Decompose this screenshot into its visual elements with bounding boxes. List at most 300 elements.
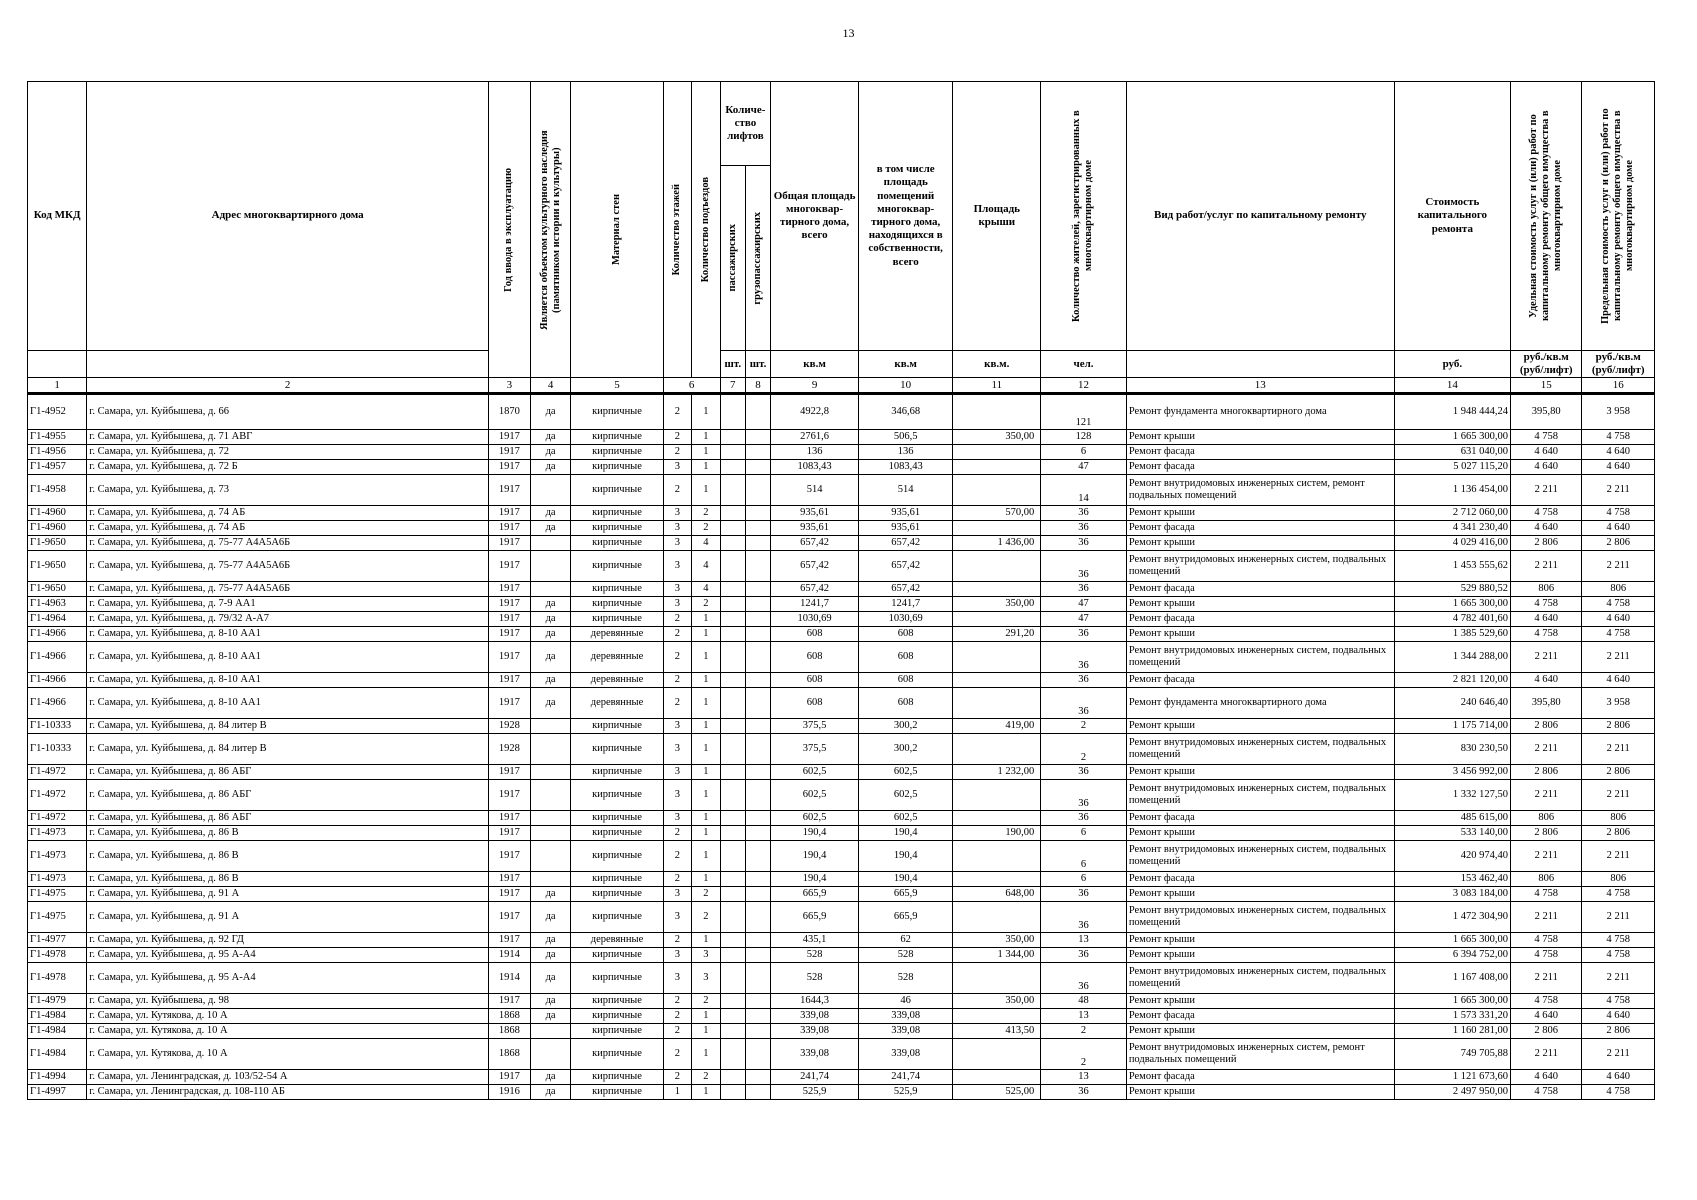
cell-passenger-elevators (720, 536, 745, 551)
cell-residents: 13 (1041, 933, 1127, 948)
cell-freight-elevators (745, 394, 770, 430)
cell-cost: 240 646,40 (1394, 688, 1510, 719)
cell-limit-cost: 2 806 (1582, 826, 1655, 841)
cell-entrances: 1 (692, 1024, 721, 1039)
cell-entrances: 4 (692, 551, 721, 582)
cell-unit-cost: 2 211 (1511, 902, 1582, 933)
cell-code: Г1-4973 (28, 841, 87, 872)
header-code: Код МКД (28, 82, 87, 351)
table-row (28, 826, 1655, 841)
column-numbers-row (28, 378, 1655, 394)
cell-floors: 2 (663, 994, 692, 1009)
cell-total-area: 528 (771, 948, 859, 963)
cell-passenger-elevators (720, 582, 745, 597)
cell-roof-area (953, 642, 1041, 673)
cell-heritage: да (530, 1070, 571, 1085)
cell-entrances: 1 (692, 430, 721, 445)
cell-passenger-elevators (720, 551, 745, 582)
repair-table-container (27, 81, 1655, 1100)
cell-residents: 36 (1041, 887, 1127, 902)
cell-year: 1917 (489, 841, 531, 872)
cell-cost: 1 385 529,60 (1394, 627, 1510, 642)
cell-roof-area (953, 780, 1041, 811)
cell-residents: 36 (1041, 811, 1127, 826)
table-row (28, 430, 1655, 445)
cell-residents: 36 (1041, 1085, 1127, 1100)
cell-limit-cost: 2 211 (1582, 642, 1655, 673)
cell-residents: 47 (1041, 460, 1127, 475)
cell-floors: 2 (663, 841, 692, 872)
cell-work-type: Ремонт фасада (1126, 612, 1394, 627)
cell-freight-elevators (745, 841, 770, 872)
cell-owned-area: 602,5 (858, 765, 952, 780)
cell-year: 1917 (489, 902, 531, 933)
cell-total-area: 608 (771, 642, 859, 673)
cell-unit-cost: 2 211 (1511, 734, 1582, 765)
cell-total-area: 665,9 (771, 902, 859, 933)
cell-unit-cost: 806 (1511, 872, 1582, 887)
cell-cost: 153 462,40 (1394, 872, 1510, 887)
cell-owned-area: 657,42 (858, 582, 952, 597)
cell-cost: 1 665 300,00 (1394, 933, 1510, 948)
cell-passenger-elevators (720, 841, 745, 872)
cell-freight-elevators (745, 780, 770, 811)
cell-freight-elevators (745, 627, 770, 642)
cell-floors: 3 (663, 734, 692, 765)
cell-heritage (530, 475, 571, 506)
column-number: 7 (720, 378, 745, 394)
cell-heritage: да (530, 612, 571, 627)
cell-code: Г1-4978 (28, 963, 87, 994)
cell-year: 1917 (489, 811, 531, 826)
unit-address (87, 351, 489, 378)
cell-address: г. Самара, ул. Куйбышева, д. 79/32 А-А7 (87, 612, 489, 627)
cell-owned-area: 935,61 (858, 521, 952, 536)
cell-wall-material: кирпичные (571, 811, 663, 826)
cell-limit-cost: 2 211 (1582, 1039, 1655, 1070)
column-number: 16 (1582, 378, 1655, 394)
cell-heritage: да (530, 1009, 571, 1024)
cell-owned-area: 300,2 (858, 719, 952, 734)
cell-roof-area (953, 521, 1041, 536)
cell-owned-area: 1241,7 (858, 597, 952, 612)
header-freight-elevators: грузопассажирских (745, 165, 770, 350)
cell-passenger-elevators (720, 445, 745, 460)
header-wall-material: Материал стен (571, 82, 663, 378)
cell-limit-cost: 4 758 (1582, 627, 1655, 642)
cell-year: 1868 (489, 1039, 531, 1070)
cell-limit-cost: 4 640 (1582, 673, 1655, 688)
cell-freight-elevators (745, 673, 770, 688)
cell-total-area: 1083,43 (771, 460, 859, 475)
cell-total-area: 2761,6 (771, 430, 859, 445)
cell-owned-area: 190,4 (858, 826, 952, 841)
cell-floors: 2 (663, 627, 692, 642)
cell-heritage: да (530, 902, 571, 933)
cell-cost: 1 175 714,00 (1394, 719, 1510, 734)
header-year: Год ввода в эксплуатацию (489, 82, 531, 378)
cell-address: г. Самара, ул. Куйбышева, д. 7-9 АА1 (87, 597, 489, 612)
cell-passenger-elevators (720, 673, 745, 688)
cell-freight-elevators (745, 902, 770, 933)
cell-code: Г1-4966 (28, 673, 87, 688)
cell-passenger-elevators (720, 430, 745, 445)
cell-wall-material: кирпичные (571, 597, 663, 612)
cell-code: Г1-4977 (28, 933, 87, 948)
table-row (28, 933, 1655, 948)
cell-wall-material: кирпичные (571, 719, 663, 734)
cell-code: Г1-4973 (28, 872, 87, 887)
cell-code: Г1-4975 (28, 902, 87, 933)
cell-code: Г1-4984 (28, 1024, 87, 1039)
cell-total-area: 339,08 (771, 1039, 859, 1070)
cell-limit-cost: 2 211 (1582, 734, 1655, 765)
cell-owned-area: 62 (858, 933, 952, 948)
cell-limit-cost: 4 758 (1582, 1085, 1655, 1100)
cell-cost: 1 136 454,00 (1394, 475, 1510, 506)
header-passenger-elevators: пассажирских (720, 165, 745, 350)
cell-year: 1917 (489, 506, 531, 521)
cell-owned-area: 1083,43 (858, 460, 952, 475)
cell-heritage: да (530, 445, 571, 460)
cell-code: Г1-9650 (28, 536, 87, 551)
cell-wall-material: кирпичные (571, 394, 663, 430)
cell-passenger-elevators (720, 475, 745, 506)
cell-work-type: Ремонт внутридомовых инженерных систем, подвальных помещений (1126, 734, 1394, 765)
cell-year: 1914 (489, 948, 531, 963)
cell-code: Г1-4972 (28, 811, 87, 826)
cell-limit-cost: 2 806 (1582, 536, 1655, 551)
cell-roof-area (953, 582, 1041, 597)
column-number: 2 (87, 378, 489, 394)
cell-code: Г1-4964 (28, 612, 87, 627)
cell-cost: 420 974,40 (1394, 841, 1510, 872)
cell-floors: 3 (663, 963, 692, 994)
cell-year: 1917 (489, 612, 531, 627)
cell-wall-material: кирпичные (571, 582, 663, 597)
cell-code: Г1-4958 (28, 475, 87, 506)
cell-unit-cost: 2 806 (1511, 765, 1582, 780)
cell-code: Г1-4975 (28, 887, 87, 902)
cell-owned-area: 241,74 (858, 1070, 952, 1085)
cell-cost: 1 453 555,62 (1394, 551, 1510, 582)
cell-residents: 6 (1041, 445, 1127, 460)
cell-freight-elevators (745, 719, 770, 734)
cell-year: 1914 (489, 963, 531, 994)
cell-address: г. Самара, ул. Куйбышева, д. 86 В (87, 826, 489, 841)
header-total-area: Общая площадь многоквар-тирного дома, всего (771, 82, 859, 351)
cell-passenger-elevators (720, 734, 745, 765)
cell-passenger-elevators (720, 394, 745, 430)
table-row (28, 475, 1655, 506)
cell-residents: 36 (1041, 506, 1127, 521)
header-address: Адрес многоквартирного дома (87, 82, 489, 351)
cell-heritage: да (530, 1085, 571, 1100)
cell-wall-material: кирпичные (571, 475, 663, 506)
cell-cost: 533 140,00 (1394, 826, 1510, 841)
table-row (28, 642, 1655, 673)
column-number: 15 (1511, 378, 1582, 394)
header-heritage: Является объектом культурного наследия (памятником истории и культуры) (530, 82, 571, 378)
cell-floors: 3 (663, 460, 692, 475)
cell-code: Г1-4972 (28, 765, 87, 780)
cell-year: 1917 (489, 765, 531, 780)
cell-heritage: да (530, 688, 571, 719)
cell-freight-elevators (745, 475, 770, 506)
cell-owned-area: 525,9 (858, 1085, 952, 1100)
cell-residents: 36 (1041, 765, 1127, 780)
cell-year: 1917 (489, 673, 531, 688)
cell-code: Г1-4973 (28, 826, 87, 841)
cell-total-area: 514 (771, 475, 859, 506)
cell-roof-area: 291,20 (953, 627, 1041, 642)
cell-unit-cost: 2 806 (1511, 719, 1582, 734)
cell-address: г. Самара, ул. Куйбышева, д. 74 АБ (87, 506, 489, 521)
table-row (28, 688, 1655, 719)
table-row (28, 811, 1655, 826)
cell-passenger-elevators (720, 521, 745, 536)
cell-work-type: Ремонт фасада (1126, 521, 1394, 536)
table-row (28, 394, 1655, 430)
cell-address: г. Самара, ул. Куйбышева, д. 91 А (87, 887, 489, 902)
cell-limit-cost: 2 211 (1582, 841, 1655, 872)
cell-owned-area: 608 (858, 673, 952, 688)
cell-heritage (530, 734, 571, 765)
cell-entrances: 1 (692, 1085, 721, 1100)
cell-cost: 3 083 184,00 (1394, 887, 1510, 902)
cell-owned-area: 190,4 (858, 841, 952, 872)
cell-unit-cost: 2 211 (1511, 551, 1582, 582)
unit-limit-cost: руб./кв.м (руб/лифт) (1582, 351, 1655, 378)
cell-year: 1917 (489, 430, 531, 445)
cell-cost: 1 344 288,00 (1394, 642, 1510, 673)
cell-total-area: 602,5 (771, 811, 859, 826)
cell-total-area: 657,42 (771, 536, 859, 551)
cell-roof-area: 648,00 (953, 887, 1041, 902)
cell-owned-area: 339,08 (858, 1024, 952, 1039)
cell-work-type: Ремонт внутридомовых инженерных систем, подвальных помещений (1126, 551, 1394, 582)
cell-unit-cost: 4 640 (1511, 673, 1582, 688)
cell-freight-elevators (745, 1039, 770, 1070)
cell-code: Г1-4960 (28, 506, 87, 521)
cell-address: г. Самара, ул. Куйбышева, д. 73 (87, 475, 489, 506)
cell-limit-cost: 2 806 (1582, 765, 1655, 780)
cell-owned-area: 339,08 (858, 1039, 952, 1070)
table-row (28, 765, 1655, 780)
cell-work-type: Ремонт фасада (1126, 1009, 1394, 1024)
cell-address: г. Самара, ул. Куйбышева, д. 86 АБГ (87, 811, 489, 826)
cell-cost: 1 472 304,90 (1394, 902, 1510, 933)
cell-year: 1917 (489, 780, 531, 811)
cell-passenger-elevators (720, 597, 745, 612)
cell-roof-area (953, 475, 1041, 506)
cell-cost: 4 341 230,40 (1394, 521, 1510, 536)
cell-heritage: да (530, 430, 571, 445)
cell-year: 1917 (489, 1070, 531, 1085)
cell-wall-material: кирпичные (571, 1039, 663, 1070)
cell-address: г. Самара, ул. Куйбышева, д. 92 ГД (87, 933, 489, 948)
cell-year: 1917 (489, 872, 531, 887)
cell-code: Г1-4952 (28, 394, 87, 430)
cell-total-area: 657,42 (771, 582, 859, 597)
cell-total-area: 665,9 (771, 887, 859, 902)
cell-work-type: Ремонт внутридомовых инженерных систем, подвальных помещений (1126, 902, 1394, 933)
cell-entrances: 1 (692, 841, 721, 872)
cell-code: Г1-4963 (28, 597, 87, 612)
cell-owned-area: 300,2 (858, 734, 952, 765)
cell-cost: 1 665 300,00 (1394, 994, 1510, 1009)
cell-heritage: да (530, 933, 571, 948)
cell-total-area: 935,61 (771, 506, 859, 521)
cell-owned-area: 602,5 (858, 780, 952, 811)
unit-total-area: кв.м (771, 351, 859, 378)
cell-freight-elevators (745, 826, 770, 841)
table-row (28, 841, 1655, 872)
cell-owned-area: 657,42 (858, 551, 952, 582)
cell-roof-area (953, 688, 1041, 719)
cell-residents: 6 (1041, 826, 1127, 841)
cell-address: г. Самара, ул. Кутякова, д. 10 А (87, 1039, 489, 1070)
cell-freight-elevators (745, 430, 770, 445)
cell-work-type: Ремонт внутридомовых инженерных систем, подвальных помещений (1126, 780, 1394, 811)
cell-unit-cost: 4 640 (1511, 460, 1582, 475)
cell-entrances: 1 (692, 719, 721, 734)
cell-entrances: 2 (692, 521, 721, 536)
cell-roof-area: 1 436,00 (953, 536, 1041, 551)
cell-floors: 2 (663, 430, 692, 445)
cell-total-area: 1241,7 (771, 597, 859, 612)
cell-code: Г1-4956 (28, 445, 87, 460)
cell-work-type: Ремонт фасада (1126, 673, 1394, 688)
cell-heritage: да (530, 394, 571, 430)
cell-floors: 3 (663, 551, 692, 582)
cell-owned-area: 339,08 (858, 1009, 952, 1024)
cell-address: г. Самара, ул. Куйбышева, д. 72 Б (87, 460, 489, 475)
cell-cost: 1 948 444,24 (1394, 394, 1510, 430)
column-number: 1 (28, 378, 87, 394)
cell-code: Г1-4955 (28, 430, 87, 445)
table-row (28, 1024, 1655, 1039)
cell-entrances: 1 (692, 1009, 721, 1024)
cell-address: г. Самара, ул. Куйбышева, д. 91 А (87, 902, 489, 933)
cell-work-type: Ремонт крыши (1126, 597, 1394, 612)
cell-total-area: 1030,69 (771, 612, 859, 627)
cell-code: Г1-10333 (28, 719, 87, 734)
cell-passenger-elevators (720, 642, 745, 673)
cell-residents: 36 (1041, 521, 1127, 536)
cell-floors: 2 (663, 1070, 692, 1085)
header-floors: Количество этажей (663, 82, 692, 378)
cell-year: 1917 (489, 445, 531, 460)
cell-cost: 1 573 331,20 (1394, 1009, 1510, 1024)
cell-freight-elevators (745, 551, 770, 582)
cell-address: г. Самара, ул. Куйбышева, д. 8-10 АА1 (87, 627, 489, 642)
cell-limit-cost: 4 758 (1582, 933, 1655, 948)
table-row (28, 460, 1655, 475)
cell-unit-cost: 2 211 (1511, 1039, 1582, 1070)
cell-unit-cost: 4 758 (1511, 430, 1582, 445)
cell-roof-area: 525,00 (953, 1085, 1041, 1100)
cell-unit-cost: 4 758 (1511, 948, 1582, 963)
cell-work-type: Ремонт фасада (1126, 582, 1394, 597)
cell-entrances: 2 (692, 506, 721, 521)
cell-limit-cost: 3 958 (1582, 394, 1655, 430)
cell-owned-area: 665,9 (858, 887, 952, 902)
cell-limit-cost: 2 211 (1582, 963, 1655, 994)
cell-total-area: 528 (771, 963, 859, 994)
cell-work-type: Ремонт внутридомовых инженерных систем, ремонт подвальных помещений (1126, 475, 1394, 506)
cell-total-area: 241,74 (771, 1070, 859, 1085)
cell-passenger-elevators (720, 826, 745, 841)
cell-work-type: Ремонт фасада (1126, 445, 1394, 460)
cell-code: Г1-4966 (28, 688, 87, 719)
cell-freight-elevators (745, 688, 770, 719)
cell-entrances: 1 (692, 933, 721, 948)
cell-limit-cost: 806 (1582, 582, 1655, 597)
cell-entrances: 1 (692, 734, 721, 765)
cell-roof-area: 1 232,00 (953, 765, 1041, 780)
cell-year: 1868 (489, 1009, 531, 1024)
cell-work-type: Ремонт крыши (1126, 506, 1394, 521)
cell-cost: 485 615,00 (1394, 811, 1510, 826)
cell-floors: 3 (663, 582, 692, 597)
cell-cost: 529 880,52 (1394, 582, 1510, 597)
cell-owned-area: 1030,69 (858, 612, 952, 627)
cell-entrances: 1 (692, 765, 721, 780)
cell-freight-elevators (745, 933, 770, 948)
cell-wall-material: деревянные (571, 642, 663, 673)
cell-passenger-elevators (720, 948, 745, 963)
table-row (28, 582, 1655, 597)
table-row (28, 887, 1655, 902)
cell-heritage: да (530, 642, 571, 673)
cell-code: Г1-4994 (28, 1070, 87, 1085)
cell-heritage (530, 872, 571, 887)
cell-residents: 14 (1041, 475, 1127, 506)
table-row (28, 1009, 1655, 1024)
cell-limit-cost: 3 958 (1582, 688, 1655, 719)
cell-passenger-elevators (720, 811, 745, 826)
cell-cost: 1 121 673,60 (1394, 1070, 1510, 1085)
cell-passenger-elevators (720, 612, 745, 627)
cell-cost: 2 712 060,00 (1394, 506, 1510, 521)
cell-entrances: 1 (692, 612, 721, 627)
cell-owned-area: 665,9 (858, 902, 952, 933)
cell-code: Г1-4966 (28, 627, 87, 642)
cell-residents: 2 (1041, 734, 1127, 765)
cell-wall-material: деревянные (571, 933, 663, 948)
cell-unit-cost: 806 (1511, 811, 1582, 826)
cell-residents: 128 (1041, 430, 1127, 445)
cell-entrances: 4 (692, 536, 721, 551)
cell-passenger-elevators (720, 627, 745, 642)
cell-freight-elevators (745, 1024, 770, 1039)
cell-heritage: да (530, 948, 571, 963)
cell-passenger-elevators (720, 1009, 745, 1024)
unit-freight: шт. (745, 351, 770, 378)
cell-code: Г1-4979 (28, 994, 87, 1009)
cell-entrances: 1 (692, 642, 721, 673)
cell-entrances: 1 (692, 826, 721, 841)
cell-floors: 3 (663, 597, 692, 612)
cell-unit-cost: 2 211 (1511, 780, 1582, 811)
cell-roof-area (953, 445, 1041, 460)
cell-entrances: 1 (692, 445, 721, 460)
cell-wall-material: кирпичные (571, 1070, 663, 1085)
cell-wall-material: кирпичные (571, 1085, 663, 1100)
cell-floors: 2 (663, 642, 692, 673)
cell-roof-area (953, 1039, 1041, 1070)
